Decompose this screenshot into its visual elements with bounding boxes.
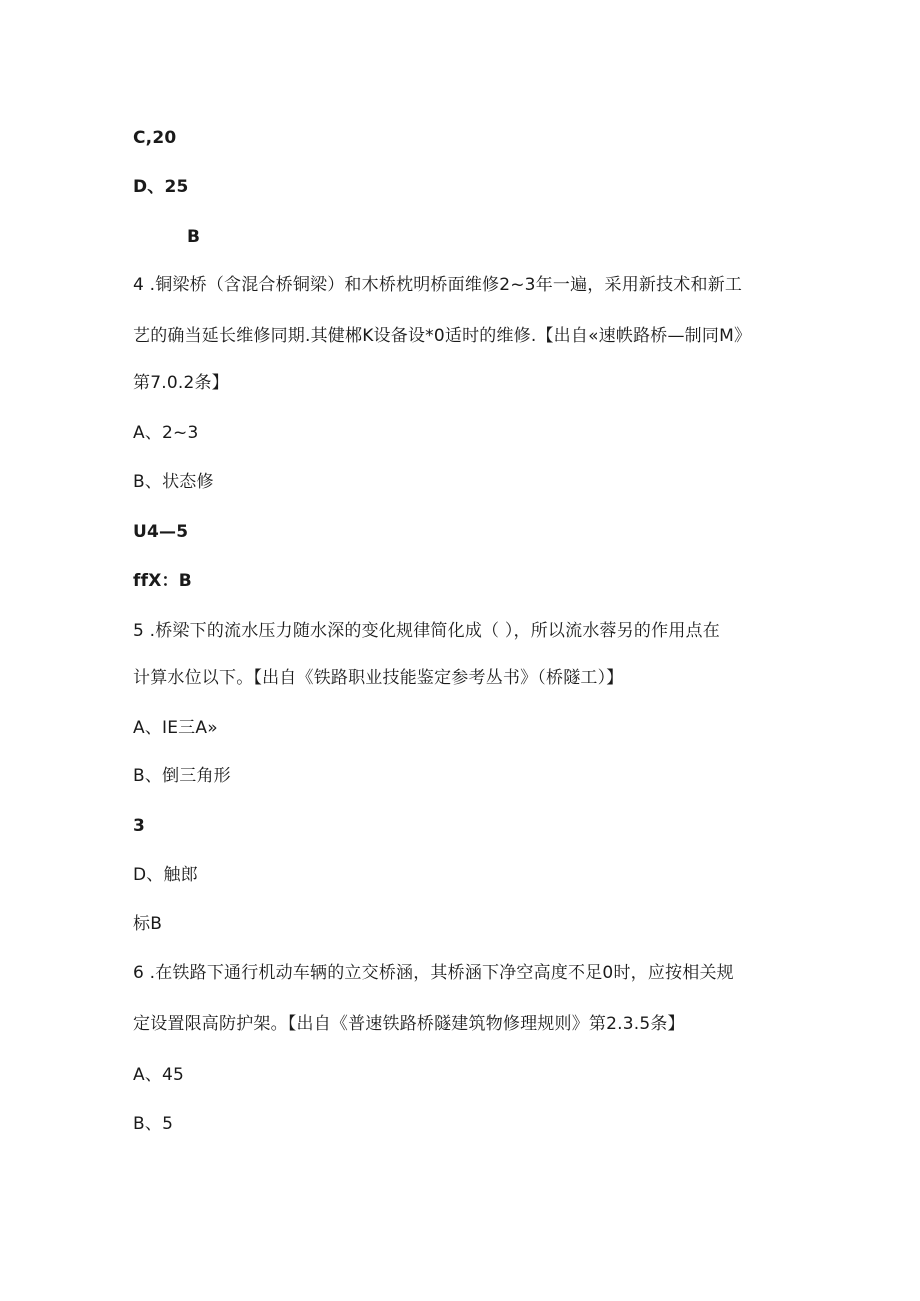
question-6-line-1: 6 .在铁路下通行机动车辆的立交桥涵，其桥涵下净空高度不足0时，应按相关规 xyxy=(133,963,734,983)
question-5-option-c: 3 xyxy=(133,816,146,836)
question-6-option-a: A、45 xyxy=(133,1065,185,1085)
question-5-answer: 标B xyxy=(133,914,163,934)
question-5-option-b: B、倒三角形 xyxy=(133,766,231,786)
answer-b: B xyxy=(187,227,201,247)
question-5-line-2: 计算水位以下。【出自《铁路职业技能鉴定参考丛书》（桥隧工）】 xyxy=(133,668,624,688)
question-6-line-2: 定设置限高防护架。【出自《普速铁路桥隧建筑物修理规则》第2.3.5条】 xyxy=(133,1014,685,1034)
question-4-option-b: B、状态修 xyxy=(133,472,214,492)
question-5-option-d: D、触郎 xyxy=(133,865,198,885)
question-4-answer: ffX：B xyxy=(133,571,192,591)
question-4-line-2: 艺的确当延长维修同期.其健郴K设备设*0适时的维修.【出自«速帙路桥—制同M》 xyxy=(133,326,752,346)
question-6-option-b: B、5 xyxy=(133,1114,174,1134)
question-4-option-c: U4—5 xyxy=(133,522,189,542)
question-5-line-1: 5 .桥梁下的流水压力随水深的变化规律简化成（ ），所以流水蓉另的作用点在 xyxy=(133,621,720,641)
option-c-20: C,20 xyxy=(133,128,177,148)
question-4-line-1: 4 .铜梁桥（含混合桥铜梁）和木桥枕明桥面维修2~3年一遍，采用新技术和新工 xyxy=(133,275,743,295)
question-4-line-3: 第7.0.2条】 xyxy=(133,373,229,393)
question-4-option-a: A、2~3 xyxy=(133,423,199,443)
question-5-option-a: A、IE三A» xyxy=(133,718,218,738)
option-d-25: D、25 xyxy=(133,177,189,197)
